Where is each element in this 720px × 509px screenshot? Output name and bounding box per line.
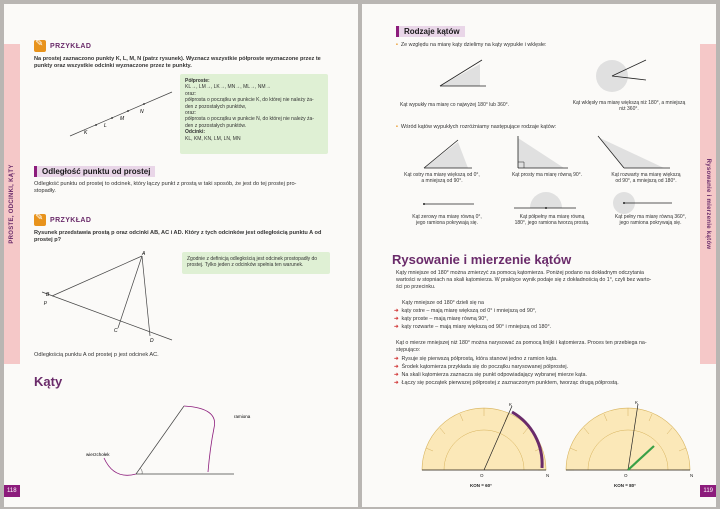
acute-caption: Kąt ostry ma miarę większą od 0°, a mniejszą od 90°. bbox=[404, 172, 480, 185]
example1-line2: punkty oraz wszystkie odcinki wyznaczone przez te punkty. bbox=[34, 63, 192, 70]
example2-note-box bbox=[182, 252, 330, 274]
measure-label-1: KON = 60° bbox=[470, 483, 492, 488]
example-label-text: PRZYKŁAD bbox=[50, 42, 92, 50]
right-caption: Kąt prosty ma miarę równą 90°. bbox=[511, 172, 583, 178]
wierzcholek-label: wierzchołek bbox=[86, 452, 110, 457]
points-line-figure bbox=[66, 84, 176, 144]
protractor-figure-2 bbox=[558, 398, 698, 490]
letter-n1: N bbox=[546, 473, 550, 478]
wierzcholek-pointer bbox=[104, 458, 136, 475]
letter-k2: K bbox=[635, 400, 639, 405]
segment-ac bbox=[118, 256, 142, 328]
full-angle-figure bbox=[606, 190, 676, 216]
page-number: 119 bbox=[700, 485, 716, 497]
rysowanie-paragraph2: Kąty mniejsze od 180° dzieli się na bbox=[402, 300, 484, 306]
step-3: ➜ Na skali kątomierza zaznacza się punkt odpowiadający wybranej mierze kąta. bbox=[394, 372, 587, 378]
protractor-figure-1 bbox=[414, 398, 554, 490]
example1-line1: Na prostej zaznaczono punkty K, L, M, N (patrz rysunek). Wyznacz wszystkie półproste wyznaczone przez te bbox=[34, 56, 321, 62]
type-bullet-acute: ➜ kąty ostre – mają miarę większą od 0° i mniejszą od 90°, bbox=[394, 308, 537, 314]
straight-angle-figure bbox=[510, 192, 580, 214]
pencil-icon bbox=[34, 214, 46, 226]
example2-question bbox=[34, 230, 354, 244]
chapter-tab-label: PROSTE, ODCINKI, KĄTY bbox=[9, 164, 15, 244]
example2-line1: Rysunek przedstawia prostą p oraz odcinki AB, AC i AD. Który z tych odcinków jest odległością punktu A od bbox=[34, 230, 322, 236]
convex-caption: Kąt wypukły ma miarę co najwyżej 180° lub 360°. bbox=[400, 102, 510, 108]
example2-note2: prostej. Tylko jeden z odcinków spełnia ten warunek. bbox=[187, 262, 304, 269]
measure-label-2: KON = 80° bbox=[614, 483, 636, 488]
acute-angle-figure bbox=[418, 136, 478, 174]
answer-also2: oraz: bbox=[185, 110, 197, 117]
segment-ad bbox=[142, 256, 150, 336]
example2-label-text: PRZYKŁAD bbox=[50, 216, 92, 224]
distance-figure bbox=[34, 248, 174, 344]
label-k: K bbox=[84, 130, 88, 136]
answer-rays-heading: Półproste: bbox=[185, 78, 210, 84]
answer-ray-n2: den z pozostałych punktów. bbox=[185, 122, 247, 129]
ramiona-pointer bbox=[184, 406, 215, 472]
example-label bbox=[34, 40, 91, 52]
distance-definition bbox=[34, 181, 354, 195]
angle-parts-figure bbox=[84, 400, 254, 482]
reflex-angle-figure bbox=[582, 52, 652, 96]
answer-ray-k2: den z pozostałych punktów, bbox=[185, 103, 247, 110]
type-bullet-right: ➜ kąty proste – mają miarę równą 90°, bbox=[394, 316, 488, 322]
page-number: 118 bbox=[4, 485, 20, 497]
label-l: L bbox=[104, 123, 107, 129]
answer-rays: KL→, LM→, LK→, MN→, ML→, NM→ bbox=[185, 84, 271, 91]
label-n: N bbox=[140, 109, 144, 115]
label-p: p bbox=[44, 300, 47, 306]
example2-line2: prostej p? bbox=[34, 237, 62, 244]
line-p bbox=[42, 292, 172, 340]
katy-title: Kąty bbox=[34, 374, 63, 389]
distance-text1: Odległość punktu od prostej to odcinek, który łączy punkt z prostą w taki sposób, że jest do tej prostej pro- bbox=[34, 181, 297, 187]
rysowanie-paragraph1: Kąty mniejsze od 180° można zmierzyć za pomocą kątomierza. Poniżej podano na dokładnym odczytania wartości w stopniach na skali kątomierza. W praktyce wynik podaje się z dokładnością do 1°, czyli bez warto- ści po przecinku. bbox=[396, 270, 652, 290]
rysowanie-title: Rysowanie i mierzenie kątów bbox=[392, 252, 572, 267]
answer-segments-heading: Odcinki: bbox=[185, 129, 206, 136]
example1-answer-box bbox=[180, 74, 328, 154]
left-page bbox=[4, 4, 358, 507]
answer-segments: KL, KM, KN, LM, LN, MN bbox=[185, 135, 241, 142]
point-m bbox=[127, 110, 129, 112]
letter-n2: N bbox=[690, 473, 694, 478]
letter-k1: K bbox=[509, 402, 513, 407]
full-caption: Kąt pełny ma miarę równą 360°, jego ramiona pokrywają się. bbox=[614, 214, 687, 227]
rodzaje-intro2: • Wśród kątów wypukłych rozróżniamy następujące rodzaje kątów: bbox=[396, 124, 557, 130]
label-m: M bbox=[120, 116, 125, 122]
reflex-caption: Kąt wklęsły ma miarę większą niż 180°, a mniejszą niż 360°. bbox=[572, 100, 686, 113]
angle-arm1 bbox=[136, 406, 184, 474]
distance-section-title: Odległość punktu od prostej bbox=[34, 166, 155, 177]
letter-o1: O bbox=[480, 473, 484, 478]
distance-text2: stopadły. bbox=[34, 188, 56, 195]
answer-ray-k: półprosta o początku w punkcie K, do której nie należy ża- bbox=[185, 97, 314, 104]
zero-caption: Kąt zerowy ma miarę równą 0°, jego ramiona pokrywają się. bbox=[412, 214, 482, 227]
right-angle-figure bbox=[512, 134, 572, 174]
label-a: A bbox=[142, 251, 146, 257]
chapter-tab bbox=[4, 44, 20, 364]
rodzaje-intro: • Ze względu na miarę kąty dzielimy na kąty wypukłe i wklęsłe: bbox=[396, 42, 547, 48]
rodzaje-title: Rodzaje kątów bbox=[396, 26, 465, 37]
label-b: B bbox=[46, 292, 50, 298]
letter-o2: O bbox=[624, 473, 628, 478]
step-2: ➜ Środek kątomierza przykłada się do początku narysowanej półprostej. bbox=[394, 364, 569, 370]
example1-question bbox=[34, 56, 354, 70]
rysowanie-paragraph3: Kąt o mierze mniejszej niż 180° można narysować za pomocą linijki i kątomierza. Proces ten przebiega na- stępująco: bbox=[396, 340, 647, 353]
example2-answer: Odległością punktu A od prostej p jest odcinek AC. bbox=[34, 352, 159, 358]
example2-label bbox=[34, 214, 91, 226]
chapter-tab-label: Rysowanie i mierzenie kątów bbox=[705, 158, 711, 250]
zero-angle-figure bbox=[418, 196, 478, 212]
step-4: ➜ Łączy się początek pierwszej półprostej z zaznaczonym punktem, tworząc drugą półprostą. bbox=[394, 380, 619, 386]
point-l bbox=[111, 117, 113, 119]
ramiona-label: ramiona bbox=[234, 414, 251, 419]
straight-caption: Kąt półpełny ma miarę równą 180°, jego ramiona tworzą prostą. bbox=[514, 214, 590, 227]
answer-also1: oraz: bbox=[185, 90, 197, 97]
example2-note1: Zgodnie z definicją odległością jest odcinek prostopadły do bbox=[187, 256, 318, 262]
chapter-tab bbox=[700, 44, 716, 364]
convex-angle-figure bbox=[432, 54, 492, 94]
obtuse-angle-figure bbox=[594, 134, 674, 174]
point-n bbox=[143, 103, 145, 105]
step-1: ➜ Rysuje się pierwszą półprostą, która stanowi jedno z ramion kąta. bbox=[394, 356, 558, 362]
obtuse-caption: Kąt rozwarty ma miarę większą od 90°, a mniejszą od 180°. bbox=[611, 172, 681, 185]
label-d: D bbox=[150, 338, 154, 344]
right-page bbox=[362, 4, 716, 507]
type-bullet-obtuse: ➜ kąty rozwarte – mają miarę większą od 90° i mniejszą od 180°. bbox=[394, 324, 552, 330]
pencil-icon bbox=[34, 40, 46, 52]
point-k bbox=[95, 124, 97, 126]
label-c: C bbox=[114, 328, 118, 334]
answer-ray-n: półprosta o początku w punkcie N, do której nie należy ża- bbox=[185, 116, 314, 123]
segment-ab bbox=[52, 256, 142, 296]
